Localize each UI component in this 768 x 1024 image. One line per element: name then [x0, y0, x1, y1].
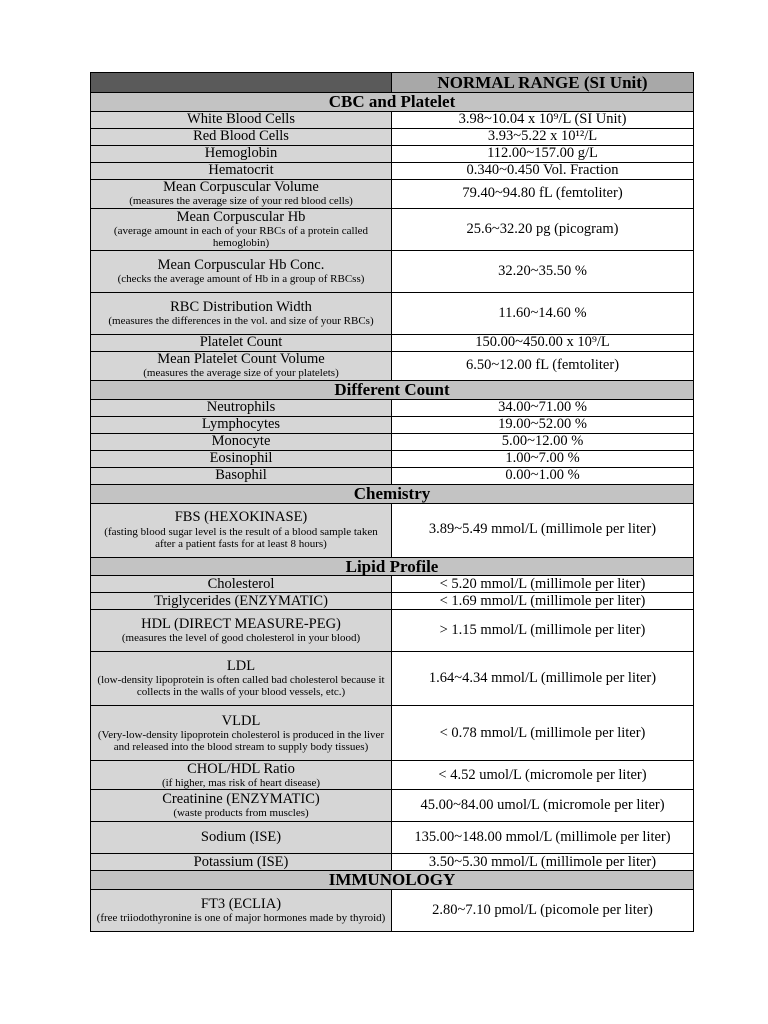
table-row: [91, 854, 694, 871]
test-description: (average amount in each of your RBCs of a protein called hemoglobin): [113, 224, 369, 249]
test-name: Triglycerides (ENZYMATIC): [154, 592, 328, 609]
test-name: Lymphocytes: [201, 416, 281, 433]
normal-range-value: 45.00~84.00 umol/L (micromole per liter): [392, 790, 694, 822]
normal-range-value: > 1.15 mmol/L (millimole per liter): [392, 610, 694, 652]
normal-range-value: 135.00~148.00 mmol/L (millimole per liter): [392, 822, 694, 854]
normal-range-value: 0.00~1.00 %: [392, 467, 694, 484]
normal-range-value: 3.98~10.04 x 10⁹/L (SI Unit): [392, 111, 694, 128]
test-name-cell: [91, 450, 392, 467]
test-name: Sodium (ISE): [200, 829, 282, 846]
table-row: [91, 399, 694, 416]
test-name: Hematocrit: [208, 162, 274, 179]
test-description: (waste products from muscles): [173, 807, 309, 820]
test-name-cell: [91, 416, 392, 433]
header-normal-range: NORMAL RANGE (SI Unit): [392, 73, 694, 93]
header-blank-cell: [91, 73, 392, 93]
test-name-cell: [91, 761, 392, 790]
test-name-cell: [91, 292, 392, 334]
table-body: [91, 73, 694, 932]
test-description: (checks the average amount of Hb in a group of RBCss): [117, 272, 365, 285]
test-description: (low-density lipoprotein is often called bad cholesterol because it collects in the walls of your blood vessels, etc.): [97, 674, 385, 699]
table-row: [91, 351, 694, 380]
table-row: [91, 433, 694, 450]
table-row: [91, 576, 694, 593]
table-row: [91, 128, 694, 145]
test-name: HDL (DIRECT MEASURE-PEG): [141, 616, 341, 633]
test-name: Potassium (ISE): [193, 853, 289, 870]
test-name-cell: [91, 250, 392, 292]
table-row: [91, 179, 694, 208]
test-name: LDL: [226, 658, 256, 675]
section-header-row: [91, 93, 694, 112]
test-name-cell: [91, 467, 392, 484]
normal-range-value: 1.64~4.34 mmol/L (millimole per liter): [392, 652, 694, 706]
test-name-cell: [91, 652, 392, 706]
table-row: [91, 111, 694, 128]
section-header-row: [91, 484, 694, 503]
test-description: (measures the level of good cholesterol in your blood): [121, 632, 361, 645]
normal-range-value: 5.00~12.00 %: [392, 433, 694, 450]
test-name: FT3 (ECLIA): [200, 896, 282, 913]
table-header-row: [91, 73, 694, 93]
test-name: Red Blood Cells: [193, 128, 289, 145]
table-row: [91, 292, 694, 334]
test-name: RBC Distribution Width: [170, 298, 312, 315]
test-description: (free triiodothyronine is one of major hormones made by thyroid): [96, 912, 386, 925]
section-header-row: [91, 380, 694, 399]
normal-range-value: 3.89~5.49 mmol/L (millimole per liter): [392, 503, 694, 557]
normal-range-value: 112.00~157.00 g/L: [392, 145, 694, 162]
table-row: [91, 503, 694, 557]
table-row: [91, 145, 694, 162]
test-name-cell: [91, 179, 392, 208]
test-name-cell: [91, 334, 392, 351]
normal-range-value: 25.6~32.20 pg (picogram): [392, 208, 694, 250]
normal-range-value: 0.340~0.450 Vol. Fraction: [392, 162, 694, 179]
test-name: White Blood Cells: [187, 111, 295, 128]
normal-range-value: 3.50~5.30 mmol/L (millimole per liter): [392, 854, 694, 871]
test-name: Eosinophil: [209, 450, 273, 467]
test-name-cell: [91, 111, 392, 128]
section-header-row: [91, 871, 694, 890]
section-title: Lipid Profile: [91, 557, 694, 576]
test-description: (fasting blood sugar level is the result of a blood sample taken after a patient fasts for at least 8 hours): [104, 525, 378, 550]
test-name: FBS (HEXOKINASE): [174, 509, 308, 526]
test-name: CHOL/HDL Ratio: [187, 760, 295, 777]
test-name: Platelet Count: [199, 334, 283, 351]
normal-range-value: 32.20~35.50 %: [392, 250, 694, 292]
reference-range-document: [90, 72, 693, 932]
normal-range-value: 1.00~7.00 %: [392, 450, 694, 467]
table-row: [91, 790, 694, 822]
table-row: [91, 610, 694, 652]
table-row: [91, 416, 694, 433]
test-name-cell: [91, 593, 392, 610]
normal-range-value: 79.40~94.80 fL (femtoliter): [392, 179, 694, 208]
test-name: Neutrophils: [206, 399, 276, 416]
table-row: [91, 593, 694, 610]
test-name: Mean Corpuscular Volume: [163, 179, 319, 196]
table-row: [91, 334, 694, 351]
normal-range-value: 19.00~52.00 %: [392, 416, 694, 433]
test-name-cell: [91, 128, 392, 145]
normal-range-value: < 5.20 mmol/L (millimole per liter): [392, 576, 694, 593]
table-row: [91, 250, 694, 292]
section-title: Different Count: [91, 380, 694, 399]
normal-range-value: 150.00~450.00 x 10⁹/L: [392, 334, 694, 351]
test-name: VLDL: [221, 712, 261, 729]
test-name: Basophil: [215, 467, 267, 484]
table-row: [91, 761, 694, 790]
test-name-cell: [91, 890, 392, 932]
normal-range-value: 6.50~12.00 fL (femtoliter): [392, 351, 694, 380]
test-description: (measures the average size of your red blood cells): [129, 195, 353, 208]
test-description: (if higher, mas risk of heart disease): [161, 776, 321, 789]
test-name-cell: [91, 822, 392, 854]
normal-range-value: < 1.69 mmol/L (millimole per liter): [392, 593, 694, 610]
test-name-cell: [91, 576, 392, 593]
test-name: Mean Corpuscular Hb Conc.: [157, 256, 325, 273]
normal-range-value: 3.93~5.22 x 10¹²/L: [392, 128, 694, 145]
normal-range-value: < 4.52 umol/L (micromole per liter): [392, 761, 694, 790]
test-name-cell: [91, 351, 392, 380]
test-description: (measures the average size of your platelets): [143, 367, 339, 380]
test-name-cell: [91, 790, 392, 822]
table-row: [91, 450, 694, 467]
test-description: (measures the differences in the vol. and size of your RBCs): [108, 314, 374, 327]
test-name-cell: [91, 854, 392, 871]
normal-range-value: 2.80~7.10 pmol/L (picomole per liter): [392, 890, 694, 932]
test-name-cell: [91, 145, 392, 162]
normal-range-value: 34.00~71.00 %: [392, 399, 694, 416]
section-title: IMMUNOLOGY: [91, 871, 694, 890]
section-header-row: [91, 557, 694, 576]
test-name-cell: [91, 208, 392, 250]
section-title: CBC and Platelet: [91, 93, 694, 112]
test-name-cell: [91, 433, 392, 450]
test-name: Mean Corpuscular Hb: [176, 208, 306, 225]
table-row: [91, 822, 694, 854]
test-description: (Very-low-density lipoprotein cholesterol is produced in the liver and released into the blood stream to supply body tissues): [97, 728, 385, 753]
normal-range-value: 11.60~14.60 %: [392, 292, 694, 334]
test-name: Mean Platelet Count Volume: [157, 351, 325, 368]
table-row: [91, 162, 694, 179]
table-row: [91, 467, 694, 484]
test-name: Creatinine (ENZYMATIC): [162, 791, 320, 808]
test-name: Monocyte: [211, 433, 271, 450]
normal-range-value: < 0.78 mmol/L (millimole per liter): [392, 706, 694, 761]
section-title: Chemistry: [91, 484, 694, 503]
table-row: [91, 890, 694, 932]
test-name: Hemoglobin: [204, 145, 278, 162]
table-row: [91, 706, 694, 761]
test-name-cell: [91, 610, 392, 652]
table-row: [91, 208, 694, 250]
test-name-cell: [91, 503, 392, 557]
test-name-cell: [91, 399, 392, 416]
test-name-cell: [91, 162, 392, 179]
table-row: [91, 652, 694, 706]
test-name: Cholesterol: [207, 575, 275, 592]
normal-range-table: [90, 72, 694, 932]
test-name-cell: [91, 706, 392, 761]
